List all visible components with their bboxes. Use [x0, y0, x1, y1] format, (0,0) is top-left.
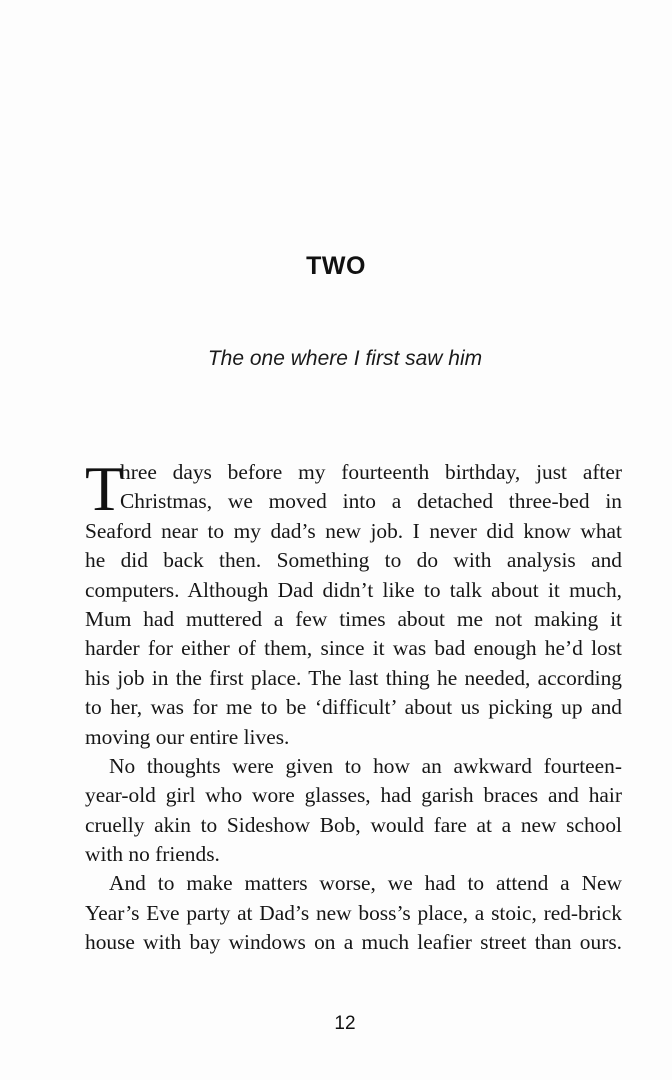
text-line: Mum had muttered a few times about me not making it: [85, 606, 622, 631]
text-line: hree days before my fourteenth birthday, just after: [120, 460, 622, 484]
text-line: to her, was for me to be ‘difficult’ about us picking up and: [85, 695, 622, 720]
drop-cap: T: [85, 454, 124, 524]
page-number: 12: [334, 1013, 356, 1034]
text-line: with no friends.: [85, 842, 220, 867]
text-line: computers. Although Dad didn’t like to talk about it much,: [85, 577, 622, 602]
text-line: year-old girl who wore glasses, had garish braces and hair: [85, 783, 622, 808]
text-line: And to make matters worse, we had to attend a New: [109, 871, 622, 896]
text-line: Year’s Eve party at Dad’s new boss’s place, a stoic, red-brick: [85, 900, 622, 925]
body-text: [85, 454, 622, 958]
text-line: Seaford near to my dad’s new job. I never did know what: [85, 518, 622, 543]
text-line: house with bay windows on a much leafier street than ours.: [85, 930, 622, 955]
text-line: his job in the first place. The last thing he needed, according: [85, 665, 622, 690]
text-line: Christmas, we moved into a detached three-bed in: [120, 489, 622, 514]
text-line: moving our entire lives.: [85, 724, 290, 749]
text-line: No thoughts were given to how an awkward fourteen-: [109, 753, 622, 778]
text-line: cruelly akin to Sideshow Bob, would fare at a new school: [85, 812, 622, 837]
chapter-number: TWO: [306, 252, 366, 280]
text-line: harder for either of them, since it was bad enough he’d lost: [85, 636, 622, 661]
chapter-subtitle: The one where I first saw him: [207, 347, 483, 370]
opening-paragraph-start: [85, 454, 622, 524]
text-line: he did back then. Something to do with analysis and: [85, 548, 622, 573]
